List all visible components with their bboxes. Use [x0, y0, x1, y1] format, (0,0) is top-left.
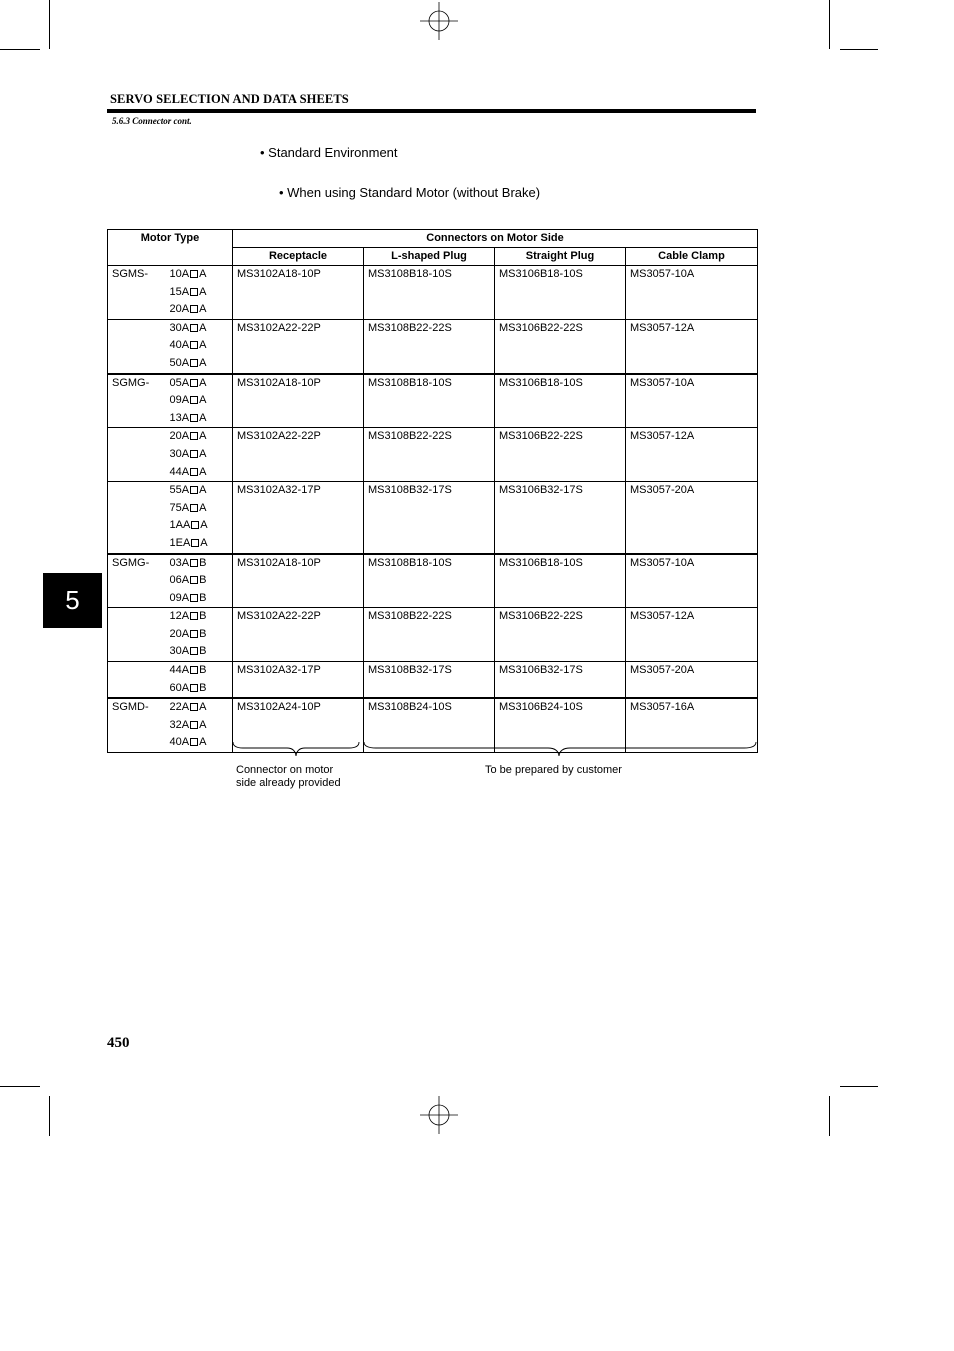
placeholder-box-icon [190, 738, 198, 746]
model-suffix: B [199, 610, 207, 623]
motor-family [108, 428, 167, 482]
model-suffix: A [199, 501, 207, 514]
model-prefix: 03A [169, 556, 190, 569]
header-receptacle: Receptacle [233, 248, 364, 266]
motor-model [170, 555, 229, 573]
motor-model [170, 699, 229, 717]
note-provided-line1: Connector on motor [236, 764, 334, 776]
placeholder-box-icon [191, 521, 199, 529]
cell-receptacle: MS3102A18-10P [233, 554, 364, 608]
placeholder-box-icon [190, 468, 198, 476]
cell-clamp: MS3057-12A [626, 319, 758, 373]
cell-lplug: MS3108B22-22S [364, 319, 495, 373]
model-prefix: 1AA [169, 519, 191, 532]
motor-model [170, 355, 229, 373]
motor-model [170, 446, 229, 464]
motor-model [170, 572, 229, 590]
registration-mark [420, 2, 458, 40]
cell-splug: MS3106B18-10S [495, 374, 626, 428]
cell-splug: MS3106B18-10S [495, 554, 626, 608]
cell-clamp: MS3057-12A [626, 608, 758, 662]
cell-receptacle: MS3102A18-10P [233, 266, 364, 320]
cell-receptacle: MS3102A22-22P [233, 608, 364, 662]
motor-family [108, 662, 167, 699]
placeholder-box-icon [190, 396, 198, 404]
table-row [108, 554, 758, 608]
brace-customer [362, 741, 758, 759]
cell-lplug: MS3108B24-10S [364, 698, 495, 752]
placeholder-box-icon [190, 559, 198, 567]
cell-lplug: MS3108B22-22S [364, 428, 495, 482]
motor-models [167, 608, 233, 662]
table-row [108, 266, 758, 320]
placeholder-box-icon [190, 414, 198, 422]
motor-model [170, 392, 229, 410]
model-suffix: A [199, 356, 207, 369]
model-suffix: A [200, 519, 208, 532]
model-prefix: 30A [169, 321, 190, 334]
cell-receptacle: MS3102A32-17P [233, 662, 364, 699]
table-row [108, 662, 758, 699]
cell-lplug: MS3108B18-10S [364, 374, 495, 428]
cell-splug: MS3106B24-10S [495, 698, 626, 752]
model-prefix: 22A [169, 701, 190, 714]
placeholder-box-icon [190, 594, 198, 602]
model-suffix: A [199, 701, 207, 714]
cell-lplug: MS3108B32-17S [364, 482, 495, 554]
header-l-plug: L-shaped Plug [364, 248, 495, 266]
model-prefix: 44A [169, 664, 190, 677]
model-prefix: 40A [169, 339, 190, 352]
chapter-tab: 5 [43, 573, 102, 628]
placeholder-box-icon [190, 684, 198, 692]
model-suffix: A [199, 285, 207, 298]
model-prefix: 30A [169, 447, 190, 460]
cell-receptacle: MS3102A22-22P [233, 319, 364, 373]
placeholder-box-icon [190, 666, 198, 674]
model-suffix: A [199, 303, 207, 316]
motor-family: SGMS- [108, 266, 167, 320]
table-row [108, 428, 758, 482]
note-customer: To be prepared by customer [485, 764, 622, 776]
model-suffix: A [199, 447, 207, 460]
header-straight-plug: Straight Plug [495, 248, 626, 266]
model-suffix: A [199, 376, 207, 389]
placeholder-box-icon [190, 612, 198, 620]
placeholder-box-icon [190, 379, 198, 387]
motor-models [167, 482, 233, 554]
model-prefix: 15A [169, 285, 190, 298]
cell-receptacle: MS3102A22-22P [233, 428, 364, 482]
placeholder-box-icon [190, 359, 198, 367]
model-prefix: 13A [169, 411, 190, 424]
table-row [108, 608, 758, 662]
motor-family: SGMG- [108, 374, 167, 428]
model-prefix: 44A [169, 465, 190, 478]
motor-models [167, 554, 233, 608]
cell-splug: MS3106B32-17S [495, 482, 626, 554]
placeholder-box-icon [190, 305, 198, 313]
motor-model [170, 680, 229, 698]
cell-clamp: MS3057-10A [626, 374, 758, 428]
motor-model [170, 590, 229, 608]
brace-provided [231, 741, 361, 759]
motor-model [170, 500, 229, 518]
motor-model [170, 643, 229, 661]
cell-splug: MS3106B22-22S [495, 428, 626, 482]
note-provided [236, 764, 341, 790]
header-connectors: Connectors on Motor Side [233, 230, 758, 248]
crop-mark [49, 0, 50, 49]
model-suffix: A [199, 465, 207, 478]
crop-mark [840, 1086, 878, 1087]
cell-splug: MS3106B22-22S [495, 608, 626, 662]
crop-mark [0, 1086, 40, 1087]
model-prefix: 12A [169, 610, 190, 623]
model-suffix: A [200, 536, 208, 549]
cell-receptacle: MS3102A18-10P [233, 374, 364, 428]
running-header: SERVO SELECTION AND DATA SHEETS [110, 92, 349, 106]
motor-model [170, 734, 229, 752]
table-row [108, 482, 758, 554]
model-suffix: B [199, 556, 207, 569]
crop-mark [0, 49, 40, 50]
cell-splug: MS3106B32-17S [495, 662, 626, 699]
model-prefix: 75A [169, 501, 190, 514]
cell-clamp: MS3057-20A [626, 662, 758, 699]
model-prefix: 06A [169, 574, 190, 587]
model-prefix: 09A [169, 394, 190, 407]
model-prefix: 09A [169, 591, 190, 604]
table-body [108, 266, 758, 753]
motor-models [167, 662, 233, 699]
motor-model [170, 464, 229, 482]
header-rule [107, 109, 756, 113]
crop-mark [49, 1096, 50, 1136]
placeholder-box-icon [190, 703, 198, 711]
motor-family: SGMD- [108, 698, 167, 752]
model-suffix: A [199, 339, 207, 352]
model-suffix: B [199, 627, 207, 640]
placeholder-box-icon [190, 721, 198, 729]
placeholder-box-icon [190, 288, 198, 296]
cell-clamp: MS3057-16A [626, 698, 758, 752]
motor-models [167, 319, 233, 373]
connector-table [107, 229, 758, 753]
placeholder-box-icon [190, 647, 198, 655]
motor-models [167, 698, 233, 752]
cell-clamp: MS3057-10A [626, 266, 758, 320]
model-prefix: 60A [169, 681, 190, 694]
model-prefix: 1EA [169, 536, 191, 549]
motor-model [170, 284, 229, 302]
model-suffix: A [199, 321, 207, 334]
motor-model [170, 375, 229, 393]
placeholder-box-icon [191, 539, 199, 547]
note-provided-line2: side already provided [236, 777, 341, 789]
model-prefix: 20A [169, 430, 190, 443]
model-prefix: 10A [169, 268, 190, 280]
bullet-environment: • Standard Environment [260, 145, 398, 160]
model-prefix: 05A [169, 376, 190, 389]
cell-lplug: MS3108B22-22S [364, 608, 495, 662]
motor-model [170, 428, 229, 446]
motor-model [170, 535, 229, 553]
placeholder-box-icon [190, 576, 198, 584]
model-prefix: 20A [169, 303, 190, 316]
placeholder-box-icon [190, 432, 198, 440]
table-row [108, 319, 758, 373]
model-suffix: A [199, 394, 207, 407]
motor-model [170, 410, 229, 428]
model-suffix: A [199, 268, 207, 280]
motor-model [170, 337, 229, 355]
crop-mark [829, 1096, 830, 1136]
model-suffix: B [199, 574, 207, 587]
motor-family [108, 482, 167, 554]
model-suffix: A [199, 484, 207, 497]
model-prefix: 40A [169, 736, 190, 749]
motor-family: SGMG- [108, 554, 167, 608]
cell-lplug: MS3108B18-10S [364, 554, 495, 608]
model-suffix: B [199, 681, 207, 694]
bullet-motor-type: • When using Standard Motor (without Brake) [279, 185, 541, 200]
model-suffix: A [199, 411, 207, 424]
section-label: 5.6.3 Connector cont. [112, 116, 192, 126]
model-prefix: 50A [169, 356, 190, 369]
model-prefix: 55A [169, 484, 190, 497]
motor-model [170, 266, 229, 284]
motor-models [167, 266, 233, 320]
placeholder-box-icon [190, 486, 198, 494]
cell-clamp: MS3057-12A [626, 428, 758, 482]
motor-model [170, 517, 229, 535]
cell-clamp: MS3057-20A [626, 482, 758, 554]
model-suffix: A [199, 736, 207, 749]
model-prefix: 20A [169, 627, 190, 640]
model-suffix: A [199, 718, 207, 731]
table-row [108, 374, 758, 428]
header-cable-clamp: Cable Clamp [626, 248, 758, 266]
placeholder-box-icon [190, 324, 198, 332]
placeholder-box-icon [190, 341, 198, 349]
crop-mark [829, 0, 830, 49]
motor-models [167, 374, 233, 428]
model-prefix: 32A [169, 718, 190, 731]
cell-clamp: MS3057-10A [626, 554, 758, 608]
page-number: 450 [107, 1035, 130, 1051]
placeholder-box-icon [190, 450, 198, 458]
placeholder-box-icon [190, 270, 198, 278]
model-suffix: B [199, 645, 207, 658]
model-prefix: 30A [169, 645, 190, 658]
cell-lplug: MS3108B32-17S [364, 662, 495, 699]
cell-receptacle: MS3102A24-10P [233, 698, 364, 752]
model-suffix: B [199, 664, 207, 677]
motor-model [170, 320, 229, 338]
placeholder-box-icon [190, 504, 198, 512]
header-motor-type: Motor Type [108, 230, 233, 266]
motor-model [170, 717, 229, 735]
motor-models [167, 428, 233, 482]
crop-mark [840, 49, 878, 50]
cell-lplug: MS3108B18-10S [364, 266, 495, 320]
model-suffix: A [199, 430, 207, 443]
motor-model [170, 482, 229, 500]
motor-model [170, 608, 229, 626]
motor-family [108, 608, 167, 662]
motor-family [108, 319, 167, 373]
motor-model [170, 626, 229, 644]
model-suffix: B [199, 591, 207, 604]
placeholder-box-icon [190, 630, 198, 638]
cell-splug: MS3106B22-22S [495, 319, 626, 373]
cell-splug: MS3106B18-10S [495, 266, 626, 320]
cell-receptacle: MS3102A32-17P [233, 482, 364, 554]
registration-mark [420, 1096, 458, 1134]
motor-model [170, 662, 229, 680]
motor-model [170, 301, 229, 319]
